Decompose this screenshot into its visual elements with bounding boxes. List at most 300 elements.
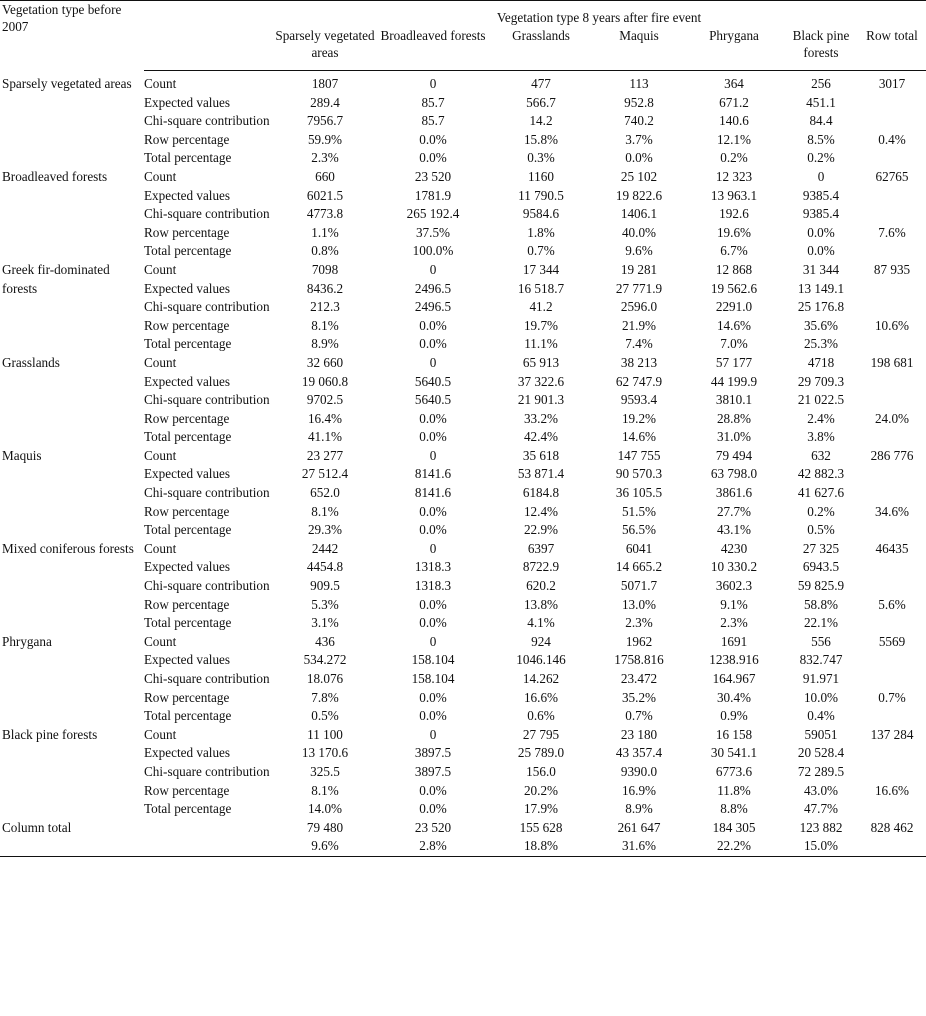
- table-cell: 27 325: [802, 540, 840, 556]
- table-cell: 10.0%: [803, 689, 839, 705]
- table-cell: 11.1%: [524, 336, 558, 352]
- table-cell: 11.8%: [717, 782, 751, 798]
- table-cell: 9385.4: [802, 206, 840, 222]
- table-cell: 1046.146: [516, 652, 566, 668]
- table-cell: 0.7%: [625, 708, 653, 724]
- table-cell: 0.6%: [527, 708, 555, 724]
- column-header: Black pine forests: [784, 27, 858, 71]
- table-cell: 0.8%: [311, 243, 339, 259]
- table-cell: 924: [531, 633, 551, 649]
- row-group-label: Grasslands: [2, 354, 60, 370]
- table-cell: 3.1%: [311, 615, 339, 631]
- table-cell: 41 627.6: [797, 485, 845, 501]
- table-cell: 2496.5: [414, 280, 452, 296]
- measure-label: Row percentage: [144, 224, 230, 240]
- table-cell: 42 882.3: [797, 466, 845, 482]
- table-cell: 0.5%: [807, 522, 835, 538]
- table-cell: 12 323: [715, 168, 753, 184]
- table-cell: 37.5%: [415, 224, 451, 240]
- table-cell: 3861.6: [715, 485, 753, 501]
- table-cell: 56.5%: [621, 522, 657, 538]
- table-cell: 23.472: [620, 671, 658, 686]
- table-cell: 10 330.2: [710, 559, 758, 575]
- table-cell: 0: [429, 540, 437, 556]
- measure-label: Count: [144, 76, 177, 91]
- table-cell: 113: [629, 76, 649, 91]
- table-cell: [858, 651, 926, 670]
- table-cell: 0.4%: [878, 131, 906, 147]
- table-cell: 8436.2: [306, 280, 344, 296]
- measure-label: Total percentage: [144, 615, 232, 631]
- measure-label: Chi-square contribution: [144, 578, 270, 594]
- table-cell: 19.6%: [716, 224, 752, 240]
- table-cell: 5569: [878, 633, 906, 649]
- table-cell: 85.7: [421, 113, 445, 129]
- measure-label: Row percentage: [144, 131, 230, 147]
- table-cell: 198 681: [870, 354, 914, 370]
- measure-label: Count: [144, 354, 177, 370]
- table-cell: 261 647: [617, 819, 661, 835]
- table-cell: 6041: [625, 540, 653, 556]
- table-cell: [858, 558, 926, 577]
- measure-label: Total percentage: [144, 522, 232, 538]
- table-cell: 17 344: [522, 261, 560, 277]
- table-cell: 25 789.0: [517, 745, 565, 761]
- table-cell: 0.5%: [311, 708, 339, 724]
- table-cell: 58.8%: [803, 596, 839, 612]
- table-cell: 14.2: [529, 113, 553, 129]
- table-cell: 2.3%: [720, 615, 748, 631]
- table-cell: 0: [817, 168, 825, 184]
- table-cell: [858, 670, 926, 689]
- table-row: [0, 168, 926, 187]
- measure-label: Total percentage: [144, 708, 232, 724]
- table-cell: 0.0%: [419, 503, 447, 519]
- measure-label: Total percentage: [144, 801, 232, 817]
- table-cell: 6021.5: [306, 187, 344, 203]
- table-cell: 8.8%: [720, 801, 748, 817]
- table-cell: [858, 837, 926, 856]
- table-cell: 8141.6: [414, 485, 452, 501]
- table-cell: [858, 465, 926, 484]
- row-group-label: Sparsely vegetated areas: [2, 75, 132, 91]
- table-cell: 19 060.8: [301, 373, 349, 389]
- table-cell: 0: [429, 76, 437, 91]
- table-cell: 6184.8: [522, 485, 560, 501]
- table-cell: 30.4%: [716, 689, 752, 705]
- table-cell: 43.0%: [803, 782, 839, 798]
- table-cell: [858, 242, 926, 261]
- table-cell: 47.7%: [803, 801, 839, 817]
- table-cell: 652.0: [310, 485, 340, 501]
- measure-label: Total percentage: [144, 429, 232, 445]
- table-cell: [858, 205, 926, 224]
- measure-label: Count: [144, 726, 177, 742]
- table-cell: 27 795: [522, 726, 560, 742]
- table-cell: 27.7%: [716, 503, 752, 519]
- table-cell: 13.8%: [523, 596, 559, 612]
- table-cell: 23 520: [414, 168, 452, 184]
- table-cell: 53 871.4: [517, 466, 565, 482]
- table-cell: 25 176.8: [797, 299, 845, 315]
- table-cell: 192.6: [719, 206, 749, 222]
- table-cell: 3897.5: [414, 745, 452, 761]
- table-cell: 13.0%: [621, 596, 657, 612]
- table-cell: 620.2: [526, 578, 556, 594]
- table-row: [0, 261, 926, 280]
- table-cell: 7.6%: [878, 224, 906, 240]
- table-cell: 0.9%: [720, 708, 748, 724]
- measure-label: Chi-square contribution: [144, 763, 270, 779]
- table-cell: 0.2%: [807, 503, 835, 519]
- table-cell: 0.0%: [419, 801, 447, 817]
- table-cell: 158.104: [411, 652, 455, 668]
- table-cell: 1.1%: [311, 224, 339, 240]
- table-cell: 660: [315, 168, 335, 184]
- table-cell: 16 158: [715, 726, 753, 742]
- table-cell: 451.1: [806, 94, 836, 110]
- row-group-label: Maquis: [2, 447, 42, 463]
- table-cell: 22.9%: [523, 522, 559, 538]
- table-cell: 7098: [311, 261, 339, 277]
- table-cell: 19 281: [620, 261, 658, 277]
- measure-label: Total percentage: [144, 336, 232, 352]
- table-cell: 671.2: [719, 94, 749, 110]
- table-cell: 14.0%: [307, 801, 343, 817]
- measure-label: Chi-square contribution: [144, 299, 270, 315]
- table-cell: 0.0%: [419, 317, 447, 333]
- table-cell: 0.0%: [419, 429, 447, 445]
- table-cell: 19 822.6: [615, 187, 663, 203]
- table-cell: [858, 94, 926, 113]
- table-cell: 3897.5: [414, 763, 452, 779]
- table-cell: 34.6%: [874, 503, 910, 519]
- table-cell: 12.1%: [716, 131, 752, 147]
- table-cell: 22.1%: [803, 615, 839, 631]
- table-cell: 155 628: [519, 819, 563, 835]
- table-cell: 90 570.3: [615, 466, 663, 482]
- table-cell: 18.076: [306, 671, 344, 686]
- table-cell: 15.0%: [784, 837, 858, 856]
- column-header: Row total: [858, 27, 926, 71]
- table-cell: 164.967: [712, 671, 756, 686]
- measure-label: Chi-square contribution: [144, 206, 270, 222]
- table-cell: 14.6%: [621, 429, 657, 445]
- table-cell: 11 790.5: [518, 187, 564, 203]
- measure-label: Row percentage: [144, 503, 230, 519]
- table-cell: 6773.6: [715, 763, 753, 779]
- table-cell: 37 322.6: [517, 373, 565, 389]
- table-cell: 158.104: [411, 671, 455, 686]
- table-row: [0, 71, 926, 94]
- table-cell: 22.2%: [684, 837, 784, 856]
- table-cell: [858, 373, 926, 392]
- table-cell: 9.6%: [625, 243, 653, 259]
- table-cell: 17.9%: [523, 801, 559, 817]
- table-cell: 0.0%: [419, 615, 447, 631]
- measure-label: Expected values: [144, 559, 231, 575]
- measure-label: Count: [144, 447, 177, 463]
- table-cell: 65 913: [522, 354, 560, 370]
- table-cell: 0.0%: [419, 410, 447, 426]
- table-cell: 9584.6: [522, 206, 560, 222]
- table-cell: 25 102: [620, 168, 658, 184]
- measure-label: Chi-square contribution: [144, 113, 270, 129]
- table-cell: 556: [811, 633, 831, 649]
- table-cell: 0: [429, 447, 437, 463]
- table-cell: [858, 298, 926, 317]
- table-cell: 79 494: [715, 447, 753, 463]
- measure-label: Expected values: [144, 745, 231, 761]
- table-cell: [858, 187, 926, 206]
- table-cell: 25.3%: [803, 336, 839, 352]
- table-cell: 4718: [807, 354, 835, 370]
- table-cell: 8722.9: [522, 559, 560, 575]
- measure-label: Chi-square contribution: [144, 392, 270, 408]
- row-group-label: Greek fir-dominated forests: [2, 261, 110, 296]
- table-cell: 19.2%: [621, 410, 657, 426]
- table-cell: 42.4%: [523, 429, 559, 445]
- table-cell: 4773.8: [306, 206, 344, 222]
- measure-label: Chi-square contribution: [144, 671, 270, 686]
- column-total-label: Column total: [0, 819, 144, 857]
- table-cell: 1758.816: [614, 652, 664, 668]
- table-cell: 21.9%: [621, 317, 657, 333]
- table-cell: 156.0: [526, 763, 556, 779]
- table-cell: [858, 577, 926, 596]
- table-cell: 41.2: [529, 299, 553, 315]
- table-cell: 23 180: [620, 726, 658, 742]
- table-row: [0, 633, 926, 652]
- table-cell: 1238.916: [709, 652, 759, 668]
- table-cell: 8.1%: [311, 317, 339, 333]
- table-cell: 9702.5: [306, 392, 344, 408]
- measure-label: Count: [144, 168, 177, 184]
- table-cell: 31 344: [802, 261, 840, 277]
- table-cell: 29 709.3: [797, 373, 845, 389]
- table-cell: 91.971: [802, 671, 840, 686]
- table-cell: 0: [429, 633, 437, 649]
- measure-label: Row percentage: [144, 596, 230, 612]
- table-cell: 147 755: [617, 447, 661, 463]
- table-cell: 2.8%: [378, 837, 488, 856]
- table-cell: 19 562.6: [710, 280, 758, 296]
- table-cell: 41.1%: [307, 429, 343, 445]
- table-cell: 14.262: [522, 671, 560, 686]
- table-cell: 12.4%: [523, 503, 559, 519]
- table-cell: 2.4%: [807, 410, 835, 426]
- table-cell: 40.0%: [621, 224, 657, 240]
- measure-label: [144, 819, 272, 838]
- table-cell: 72 289.5: [797, 763, 845, 779]
- table-cell: 4454.8: [306, 559, 344, 575]
- table-cell: 1318.3: [414, 559, 452, 575]
- table-cell: 123 882: [799, 819, 843, 835]
- table-cell: 21 022.5: [797, 392, 845, 408]
- table-cell: 5071.7: [620, 578, 658, 594]
- table-cell: 10.6%: [874, 317, 910, 333]
- column-header: Sparsely vegetated areas: [272, 27, 378, 71]
- column-header: Grasslands: [488, 27, 594, 71]
- table-cell: 30 541.1: [710, 745, 758, 761]
- table-cell: 21 901.3: [517, 392, 565, 408]
- measure-label: Expected values: [144, 280, 231, 296]
- table-cell: 1160: [528, 168, 554, 184]
- table-cell: 0.0%: [419, 782, 447, 798]
- table-cell: 0.2%: [720, 150, 748, 166]
- table-cell: 24.0%: [874, 410, 910, 426]
- table-cell: 6397: [527, 540, 555, 556]
- table-cell: 0.0%: [807, 243, 835, 259]
- table-row: [0, 726, 926, 745]
- table-cell: 79 480: [306, 819, 344, 835]
- table-cell: 0.0%: [419, 150, 447, 166]
- table-cell: 7.0%: [720, 336, 748, 352]
- table-cell: 23 277: [306, 447, 344, 463]
- table-cell: 0.0%: [419, 596, 447, 612]
- table-cell: 9.6%: [272, 837, 378, 856]
- table-cell: 8.1%: [311, 782, 339, 798]
- table-cell: [858, 707, 926, 726]
- table-cell: 16.6%: [523, 689, 559, 705]
- measure-label: Expected values: [144, 94, 231, 110]
- table-cell: 9.1%: [720, 596, 748, 612]
- table-cell: 5.3%: [311, 596, 339, 612]
- table-cell: 1807: [311, 76, 339, 91]
- table-cell: 212.3: [310, 299, 340, 315]
- table-cell: 16.4%: [307, 410, 343, 426]
- table-cell: 8.5%: [807, 131, 835, 147]
- row-group-label: Phrygana: [2, 633, 52, 649]
- column-header: Phrygana: [684, 27, 784, 71]
- table-cell: 35 618: [522, 447, 560, 463]
- row-group-label: Mixed coniferous forests: [2, 540, 134, 556]
- table-cell: 0.7%: [878, 689, 906, 705]
- measure-label: Expected values: [144, 187, 231, 203]
- table-cell: 29.3%: [307, 522, 343, 538]
- table-cell: 0.2%: [807, 150, 835, 166]
- table-cell: 85.7: [421, 94, 445, 110]
- table-cell: 0.0%: [419, 131, 447, 147]
- column-header: Broadleaved forests: [378, 27, 488, 71]
- table-cell: 87 935: [873, 261, 911, 277]
- column-header: Maquis: [594, 27, 684, 71]
- table-cell: 9593.4: [620, 392, 658, 408]
- table-cell: [858, 614, 926, 633]
- table-cell: [858, 800, 926, 819]
- measure-label: Expected values: [144, 466, 231, 482]
- table-cell: [858, 484, 926, 503]
- table-cell: 7.4%: [625, 336, 653, 352]
- table-cell: 35.2%: [621, 689, 657, 705]
- row-group-label: Broadleaved forests: [2, 168, 108, 184]
- measure-label: Row percentage: [144, 689, 230, 705]
- table-cell: 3017: [878, 76, 906, 91]
- table-cell: 13 170.6: [301, 745, 349, 761]
- table-cell: 3602.3: [715, 578, 753, 594]
- table-cell: 184 305: [712, 819, 756, 835]
- table-row: [0, 354, 926, 373]
- table-cell: 62765: [875, 168, 909, 184]
- stub-header: Vegetation type before 2007: [0, 1, 144, 71]
- table-cell: 2596.0: [620, 299, 658, 315]
- table-cell: 5.6%: [878, 596, 906, 612]
- table-row: [0, 540, 926, 559]
- table-cell: 1962: [625, 633, 653, 649]
- measure-label: Count: [144, 540, 177, 556]
- table-cell: 13 963.1: [710, 187, 758, 203]
- table-cell: 8.9%: [625, 801, 653, 817]
- table-cell: 3.7%: [625, 131, 653, 147]
- table-cell: 28.8%: [716, 410, 752, 426]
- table-cell: 0.0%: [625, 150, 653, 166]
- table-cell: 4230: [720, 540, 748, 556]
- table-cell: 8.9%: [311, 336, 339, 352]
- measure-label: Count: [144, 633, 177, 649]
- table-cell: 23 520: [414, 819, 452, 835]
- table-cell: 16.6%: [874, 782, 910, 798]
- table-cell: 11 100: [307, 726, 343, 742]
- table-cell: 84.4: [809, 113, 833, 129]
- table-cell: 477: [531, 76, 551, 91]
- table-cell: 0.0%: [419, 336, 447, 352]
- table-cell: 15.8%: [523, 131, 559, 147]
- table-cell: 14 665.2: [615, 559, 663, 575]
- table-cell: 952.8: [624, 94, 654, 110]
- table-cell: 38 213: [620, 354, 658, 370]
- table-cell: 740.2: [624, 113, 654, 129]
- table-cell: 27 512.4: [301, 466, 349, 482]
- table-cell: 33.2%: [523, 410, 559, 426]
- table-cell: 2.3%: [625, 615, 653, 631]
- table-cell: 2442: [311, 540, 339, 556]
- table-cell: 0.0%: [419, 522, 447, 538]
- table-cell: 46435: [875, 540, 909, 556]
- table-cell: 35.6%: [803, 317, 839, 333]
- table-cell: 59051: [804, 726, 838, 742]
- table-cell: 3810.1: [715, 392, 753, 408]
- table-cell: 566.7: [526, 94, 556, 110]
- table-cell: 5640.5: [414, 392, 452, 408]
- table-cell: 137 284: [870, 726, 914, 742]
- table-cell: 43.1%: [716, 522, 752, 538]
- table-cell: [858, 763, 926, 782]
- table-cell: 32 660: [306, 354, 344, 370]
- table-cell: [858, 428, 926, 447]
- spanner-header: Vegetation type 8 years after fire event: [272, 1, 926, 27]
- table-cell: 19.7%: [523, 317, 559, 333]
- table-cell: 1318.3: [414, 578, 452, 594]
- table-cell: 31.6%: [594, 837, 684, 856]
- table-cell: [858, 335, 926, 354]
- measure-label: Expected values: [144, 652, 231, 668]
- table-cell: 256: [811, 76, 831, 91]
- table-cell: 832.747: [799, 652, 843, 668]
- measure-label: Count: [144, 261, 177, 277]
- table-cell: 8141.6: [414, 466, 452, 482]
- table-cell: 632: [811, 447, 831, 463]
- table-cell: 9385.4: [802, 187, 840, 203]
- table-cell: 2291.0: [715, 299, 753, 315]
- table-cell: 1406.1: [620, 206, 658, 222]
- table-cell: 59 825.9: [797, 578, 845, 594]
- table-cell: 286 776: [870, 447, 914, 463]
- table-cell: 7.8%: [311, 689, 339, 705]
- table-cell: [858, 744, 926, 763]
- table-cell: 325.5: [310, 763, 340, 779]
- table-cell: 36 105.5: [615, 485, 663, 501]
- table-cell: 8.1%: [311, 503, 339, 519]
